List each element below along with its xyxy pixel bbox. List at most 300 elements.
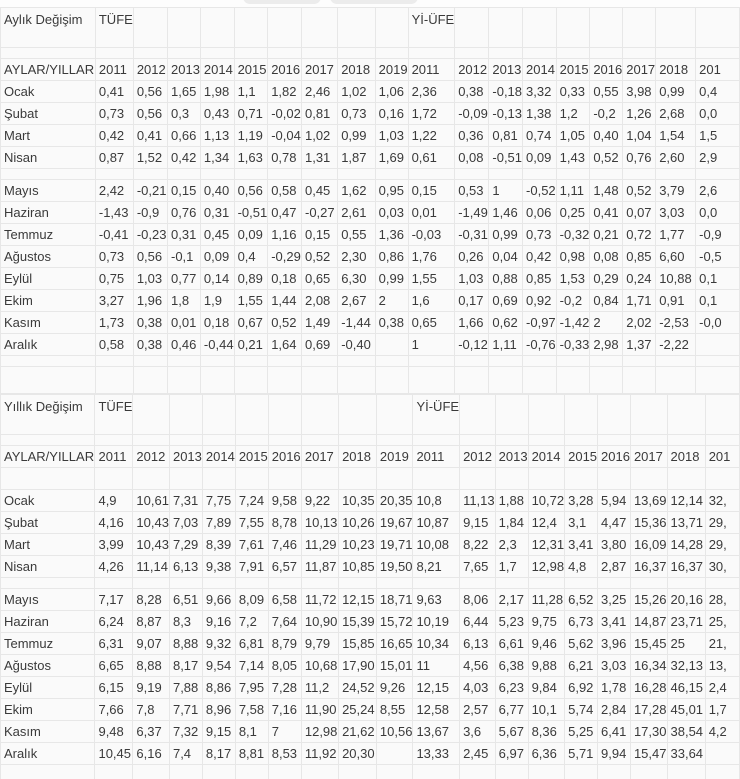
empty-cell: [565, 395, 598, 435]
empty-cell: [169, 578, 202, 589]
year-header-yiufe: 201: [705, 446, 739, 468]
empty-cell: [528, 395, 565, 435]
empty-cell: [523, 48, 557, 59]
month-label: Kasım: [1, 721, 95, 743]
empty-cell: [1, 435, 95, 446]
group-label-yiufe: Yİ-ÜFE: [408, 8, 455, 48]
data-cell-tufe: 0,16: [375, 103, 408, 125]
data-cell-yiufe: 0,74: [523, 125, 557, 147]
data-cell-yiufe: -0,13: [489, 103, 523, 125]
data-cell-tufe: 0,56: [133, 246, 167, 268]
data-cell-yiufe: 6,44: [460, 611, 496, 633]
data-cell-yiufe: 5,23: [495, 611, 528, 633]
month-label: Ağustos: [1, 246, 96, 268]
empty-cell: [656, 48, 696, 59]
data-cell-yiufe: 3,03: [598, 655, 631, 677]
month-label: Mayıs: [1, 589, 95, 611]
data-cell-tufe: 1,03: [133, 268, 167, 290]
empty-cell: [523, 356, 557, 367]
data-cell-tufe: 11,14: [133, 556, 170, 578]
data-cell-yiufe: 0,69: [489, 290, 523, 312]
year-header-yiufe: 2011: [413, 446, 460, 468]
empty-cell: [495, 395, 528, 435]
data-cell-tufe: 0,95: [375, 180, 408, 202]
data-cell-yiufe: 1,05: [556, 125, 590, 147]
empty-cell: [376, 468, 413, 490]
data-cell-tufe: 7,89: [202, 512, 235, 534]
data-cell-yiufe: -1,49: [455, 202, 489, 224]
data-cell-tufe: 2,61: [338, 202, 375, 224]
data-cell-yiufe: 2,57: [460, 699, 496, 721]
empty-cell: [705, 765, 739, 779]
empty-cell: [133, 356, 167, 367]
data-cell-tufe: 6,15: [95, 677, 133, 699]
year-header-yiufe: 2016: [598, 446, 631, 468]
month-label: Mart: [1, 125, 96, 147]
data-cell-tufe: 4,9: [95, 490, 133, 512]
data-cell-yiufe: 10,19: [413, 611, 460, 633]
data-cell-tufe: 6,24: [95, 611, 133, 633]
year-header-yiufe: 2014: [523, 59, 557, 81]
data-cell-yiufe: 25: [667, 633, 705, 655]
data-cell-tufe: 10,45: [95, 743, 133, 765]
empty-cell: [528, 468, 565, 490]
data-cell-yiufe: 1,7: [495, 556, 528, 578]
data-cell-tufe: 11,2: [301, 677, 338, 699]
data-cell-yiufe: 1,26: [623, 103, 656, 125]
empty-cell: [696, 356, 740, 367]
month-label: Nisan: [1, 147, 96, 169]
data-cell-yiufe: 0,52: [623, 180, 656, 202]
empty-cell: [133, 765, 170, 779]
data-cell-yiufe: 0,1: [696, 268, 740, 290]
empty-cell: [95, 48, 133, 59]
data-cell-tufe: 12,98: [301, 721, 338, 743]
toolbar-button-fragment-2[interactable]: [330, 0, 418, 4]
data-cell-tufe: 9,66: [202, 589, 235, 611]
data-cell-yiufe: 1,37: [623, 334, 656, 356]
year-header-yiufe: 2013: [489, 59, 523, 81]
data-cell-yiufe: 12,14: [667, 490, 705, 512]
empty-cell: [408, 48, 455, 59]
empty-cell: [1, 578, 95, 589]
year-header-yiufe: 2018: [656, 59, 696, 81]
data-cell-yiufe: 11,28: [528, 589, 565, 611]
month-label: Kasım: [1, 312, 96, 334]
data-cell-tufe: 8,05: [268, 655, 301, 677]
empty-cell: [339, 468, 377, 490]
month-label: Ocak: [1, 490, 95, 512]
data-cell-yiufe: 2,60: [656, 147, 696, 169]
data-cell-tufe: -0,51: [234, 202, 268, 224]
data-cell-yiufe: 1,88: [495, 490, 528, 512]
year-header-yiufe: 2014: [528, 446, 565, 468]
empty-cell: [667, 435, 705, 446]
data-cell-tufe: -0,1: [168, 246, 201, 268]
data-cell-tufe: 7,28: [268, 677, 301, 699]
data-cell-yiufe: 6,92: [565, 677, 598, 699]
data-cell-tufe: 7,75: [202, 490, 235, 512]
data-cell-tufe: 0,40: [200, 180, 234, 202]
data-cell-tufe: 17,90: [339, 655, 377, 677]
data-cell-tufe: 15,01: [376, 655, 413, 677]
empty-cell: [202, 578, 235, 589]
data-cell-yiufe: 1,43: [556, 147, 590, 169]
data-cell-yiufe: 13,33: [413, 743, 460, 765]
data-cell-tufe: 19,50: [376, 556, 413, 578]
empty-cell: [301, 435, 338, 446]
empty-cell: [696, 169, 740, 180]
year-header-tufe: 2018: [338, 59, 375, 81]
empty-cell: [168, 169, 201, 180]
data-cell-tufe: 9,48: [95, 721, 133, 743]
data-cell-yiufe: 11,13: [460, 490, 496, 512]
empty-cell: [200, 367, 234, 394]
data-cell-yiufe: 0,61: [408, 147, 455, 169]
data-cell-tufe: 8,53: [268, 743, 301, 765]
data-cell-tufe: 7,4: [169, 743, 202, 765]
year-header-tufe: 2011: [95, 59, 133, 81]
data-cell-tufe: 7,8: [133, 699, 170, 721]
empty-cell: [200, 169, 234, 180]
empty-cell: [301, 356, 337, 367]
empty-cell: [565, 765, 598, 779]
empty-cell: [133, 169, 167, 180]
empty-cell: [528, 578, 565, 589]
empty-cell: [667, 468, 705, 490]
empty-cell: [623, 356, 656, 367]
data-cell-tufe: 8,17: [202, 743, 235, 765]
year-header-tufe: 2014: [202, 446, 235, 468]
empty-cell: [339, 395, 377, 435]
data-cell-tufe: 0,99: [338, 125, 375, 147]
data-cell-yiufe: -0,9: [696, 224, 740, 246]
empty-cell: [455, 169, 489, 180]
data-cell-tufe: 7,64: [268, 611, 301, 633]
data-cell-yiufe: 15,36: [630, 512, 667, 534]
data-cell-yiufe: -0,97: [523, 312, 557, 334]
empty-cell: [200, 48, 234, 59]
data-cell-tufe: 15,72: [376, 611, 413, 633]
data-cell-yiufe: 13,: [705, 655, 739, 677]
data-cell-tufe: 0,03: [375, 202, 408, 224]
data-cell-yiufe: 9,63: [413, 589, 460, 611]
empty-cell: [705, 578, 739, 589]
empty-cell: [95, 356, 133, 367]
empty-cell: [590, 48, 623, 59]
data-cell-tufe: 7,2: [235, 611, 268, 633]
empty-cell: [656, 8, 696, 48]
empty-cell: [339, 435, 377, 446]
empty-cell: [495, 578, 528, 589]
year-header-yiufe: 2013: [495, 446, 528, 468]
data-cell-yiufe: -0,03: [408, 224, 455, 246]
empty-cell: [268, 435, 301, 446]
data-cell-tufe: 0,31: [200, 202, 234, 224]
empty-cell: [623, 367, 656, 394]
year-header-tufe: 2014: [200, 59, 234, 81]
data-cell-tufe: 0,46: [168, 334, 201, 356]
empty-cell: [268, 8, 302, 48]
data-cell-yiufe: 1,72: [408, 103, 455, 125]
data-cell-tufe: 9,32: [202, 633, 235, 655]
empty-cell: [630, 395, 667, 435]
data-cell-yiufe: 29,: [705, 534, 739, 556]
data-cell-tufe: 10,26: [339, 512, 377, 534]
data-cell-yiufe: 0,1: [696, 290, 740, 312]
data-cell-tufe: 10,13: [301, 512, 338, 534]
empty-cell: [169, 435, 202, 446]
year-header-yiufe: 2012: [460, 446, 496, 468]
data-cell-yiufe: 0,08: [590, 246, 623, 268]
empty-cell: [590, 367, 623, 394]
empty-cell: [1, 356, 96, 367]
year-header-tufe: 2017: [301, 446, 338, 468]
group-label-tufe: TÜFE: [95, 395, 133, 435]
data-cell-yiufe: 6,97: [495, 743, 528, 765]
data-cell-yiufe: 6,21: [565, 655, 598, 677]
data-cell-tufe: 9,19: [133, 677, 170, 699]
year-header-tufe: 2015: [234, 59, 268, 81]
empty-cell: [408, 169, 455, 180]
data-cell-tufe: 1,98: [200, 81, 234, 103]
empty-cell: [200, 8, 234, 48]
data-cell-yiufe: 0,52: [590, 147, 623, 169]
data-cell-tufe: -0,23: [133, 224, 167, 246]
data-cell-yiufe: 0,72: [623, 224, 656, 246]
empty-cell: [630, 578, 667, 589]
data-cell-tufe: -0,9: [133, 202, 167, 224]
data-cell-yiufe: -0,76: [523, 334, 557, 356]
data-cell-yiufe: 0,76: [623, 147, 656, 169]
data-cell-yiufe: 15,26: [630, 589, 667, 611]
data-cell-yiufe: 0,0: [696, 202, 740, 224]
empty-cell: [268, 765, 301, 779]
year-header-yiufe: 2018: [667, 446, 705, 468]
empty-cell: [556, 169, 590, 180]
empty-cell: [235, 468, 268, 490]
year-header-yiufe: 2011: [408, 59, 455, 81]
data-cell-yiufe: 0,55: [590, 81, 623, 103]
data-cell-yiufe: 0,24: [623, 268, 656, 290]
data-cell-tufe: 1,44: [268, 290, 302, 312]
data-cell-tufe: 1,96: [133, 290, 167, 312]
data-cell-tufe: 18,71: [376, 589, 413, 611]
data-cell-yiufe: 8,22: [460, 534, 496, 556]
data-cell-yiufe: 0,73: [523, 224, 557, 246]
data-cell-yiufe: -2,22: [656, 334, 696, 356]
data-cell-yiufe: 13,69: [630, 490, 667, 512]
data-cell-tufe: 6,81: [235, 633, 268, 655]
data-cell-tufe: 7,29: [169, 534, 202, 556]
empty-cell: [95, 578, 133, 589]
data-cell-yiufe: 0,17: [455, 290, 489, 312]
empty-cell: [301, 578, 338, 589]
data-cell-yiufe: 10,8: [413, 490, 460, 512]
data-cell-tufe: 6,30: [338, 268, 375, 290]
empty-cell: [556, 8, 590, 48]
data-cell-tufe: 1,02: [301, 125, 337, 147]
data-cell-yiufe: 12,58: [413, 699, 460, 721]
data-cell-yiufe: 6,77: [495, 699, 528, 721]
empty-cell: [202, 468, 235, 490]
data-cell-yiufe: 0,21: [590, 224, 623, 246]
empty-cell: [630, 765, 667, 779]
data-cell-tufe: 0,86: [375, 246, 408, 268]
empty-cell: [705, 435, 739, 446]
empty-cell: [375, 169, 408, 180]
data-cell-yiufe: 0,01: [408, 202, 455, 224]
empty-cell: [413, 435, 460, 446]
data-cell-yiufe: 6,61: [495, 633, 528, 655]
data-cell-yiufe: 12,4: [528, 512, 565, 534]
data-cell-yiufe: 0,98: [556, 246, 590, 268]
year-header-tufe: 2013: [169, 446, 202, 468]
data-cell-yiufe: 5,67: [495, 721, 528, 743]
empty-cell: [408, 367, 455, 394]
data-cell-yiufe: 1,5: [696, 125, 740, 147]
month-label: Ekim: [1, 699, 95, 721]
empty-cell: [630, 468, 667, 490]
data-cell-tufe: 0,73: [338, 103, 375, 125]
empty-cell: [598, 765, 631, 779]
data-cell-yiufe: 20,16: [667, 589, 705, 611]
data-cell-tufe: 2,30: [338, 246, 375, 268]
data-cell-tufe: 0,55: [338, 224, 375, 246]
empty-cell: [95, 367, 133, 394]
empty-cell: [301, 395, 338, 435]
data-cell-tufe: 10,43: [133, 512, 170, 534]
data-cell-tufe: 7,88: [169, 677, 202, 699]
empty-cell: [667, 395, 705, 435]
data-cell-tufe: -1,44: [338, 312, 375, 334]
empty-cell: [268, 578, 301, 589]
empty-cell: [268, 367, 302, 394]
data-cell-yiufe: 10,88: [656, 268, 696, 290]
data-cell-tufe: 24,52: [339, 677, 377, 699]
data-cell-tufe: -0,44: [200, 334, 234, 356]
data-cell-tufe: 9,79: [301, 633, 338, 655]
data-cell-tufe: -0,02: [268, 103, 302, 125]
data-cell-tufe: 1,31: [301, 147, 337, 169]
data-cell-tufe: 1,55: [234, 290, 268, 312]
data-cell-yiufe: 0,99: [489, 224, 523, 246]
data-cell-tufe: 3,27: [95, 290, 133, 312]
data-cell-yiufe: 1,04: [623, 125, 656, 147]
data-cell-yiufe: 1,54: [656, 125, 696, 147]
data-cell-tufe: 0,71: [234, 103, 268, 125]
year-header-tufe: 2012: [133, 59, 167, 81]
data-cell-tufe: -1,43: [95, 202, 133, 224]
data-cell-tufe: 12,15: [339, 589, 377, 611]
section-title: Yıllık Değişim: [1, 395, 95, 435]
data-cell-yiufe: 1,77: [656, 224, 696, 246]
toolbar-button-fragment-1[interactable]: [243, 0, 321, 4]
month-label: Eylül: [1, 268, 96, 290]
data-cell-yiufe: 2,87: [598, 556, 631, 578]
data-cell-tufe: 8,79: [268, 633, 301, 655]
data-cell-yiufe: 8,06: [460, 589, 496, 611]
month-label: Temmuz: [1, 224, 96, 246]
data-cell-tufe: 9,54: [202, 655, 235, 677]
data-cell-yiufe: 9,75: [528, 611, 565, 633]
month-label: Ağustos: [1, 655, 95, 677]
empty-cell: [234, 356, 268, 367]
empty-cell: [489, 8, 523, 48]
data-cell-yiufe: 0,53: [455, 180, 489, 202]
data-cell-tufe: 1,16: [268, 224, 302, 246]
group-label-yiufe: Yİ-ÜFE: [413, 395, 460, 435]
data-cell-yiufe: [696, 334, 740, 356]
data-cell-yiufe: 3,79: [656, 180, 696, 202]
empty-cell: [133, 435, 170, 446]
data-cell-yiufe: 0,65: [408, 312, 455, 334]
empty-cell: [623, 169, 656, 180]
empty-cell: [413, 578, 460, 589]
data-cell-yiufe: 9,94: [598, 743, 631, 765]
data-cell-yiufe: 3,96: [598, 633, 631, 655]
data-cell-yiufe: 6,13: [460, 633, 496, 655]
empty-cell: [268, 356, 302, 367]
data-cell-tufe: 6,65: [95, 655, 133, 677]
empty-cell: [489, 48, 523, 59]
year-header-tufe: 2016: [268, 59, 302, 81]
data-cell-yiufe: 2,02: [623, 312, 656, 334]
empty-cell: [169, 765, 202, 779]
data-cell-tufe: 0,58: [268, 180, 302, 202]
data-cell-yiufe: -0,12: [455, 334, 489, 356]
data-cell-yiufe: -0,2: [590, 103, 623, 125]
data-cell-tufe: 0,67: [234, 312, 268, 334]
data-cell-tufe: 6,13: [169, 556, 202, 578]
data-cell-yiufe: 28,: [705, 589, 739, 611]
data-cell-tufe: 0,73: [95, 103, 133, 125]
data-cell-tufe: 0,56: [133, 81, 167, 103]
data-cell-tufe: 6,37: [133, 721, 170, 743]
data-cell-yiufe: 8,21: [413, 556, 460, 578]
empty-cell: [495, 468, 528, 490]
data-cell-yiufe: 3,98: [623, 81, 656, 103]
data-cell-yiufe: 6,41: [598, 721, 631, 743]
data-cell-yiufe: -0,0: [696, 312, 740, 334]
data-cell-tufe: 1,02: [338, 81, 375, 103]
empty-cell: [168, 8, 201, 48]
data-cell-yiufe: 12,15: [413, 677, 460, 699]
data-cell-yiufe: 29,: [705, 512, 739, 534]
empty-cell: [376, 765, 413, 779]
data-cell-yiufe: 10,08: [413, 534, 460, 556]
data-cell-yiufe: 0,09: [523, 147, 557, 169]
empty-cell: [235, 395, 268, 435]
data-cell-tufe: 2,46: [301, 81, 337, 103]
data-cell-tufe: 8,88: [169, 633, 202, 655]
data-cell-yiufe: 0,40: [590, 125, 623, 147]
data-cell-tufe: 0,89: [234, 268, 268, 290]
data-cell-yiufe: 16,34: [630, 655, 667, 677]
data-cell-tufe: 10,61: [133, 490, 170, 512]
empty-cell: [696, 48, 740, 59]
empty-cell: [133, 468, 170, 490]
empty-cell: [202, 395, 235, 435]
data-cell-yiufe: -0,18: [489, 81, 523, 103]
data-cell-yiufe: 5,71: [565, 743, 598, 765]
month-label: Aralık: [1, 334, 96, 356]
data-cell-tufe: 19,71: [376, 534, 413, 556]
empty-cell: [234, 8, 268, 48]
data-cell-yiufe: -0,5: [696, 246, 740, 268]
data-cell-tufe: 3,99: [95, 534, 133, 556]
year-header-yiufe: 2015: [565, 446, 598, 468]
